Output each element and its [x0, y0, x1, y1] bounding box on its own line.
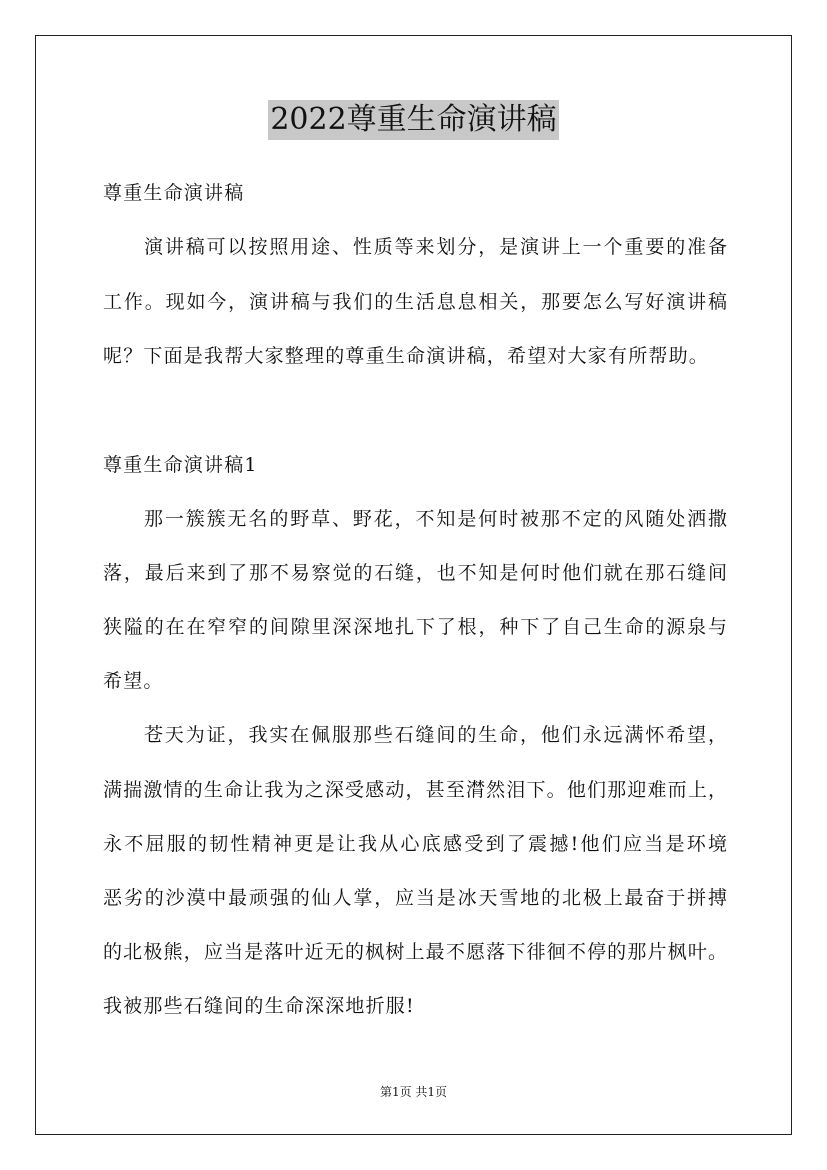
document-subtitle: 尊重生命演讲稿 [103, 182, 245, 204]
paragraph-line: 希望。 [103, 670, 164, 692]
title-container [0, 100, 827, 140]
paragraph-line: 苍天为证，我实在佩服那些石缝间的生命，他们永远满怀希望， [144, 724, 727, 746]
paragraph-line: 的北极熊，应当是落叶近无的枫树上最不愿落下徘徊不停的那片枫叶。 [103, 941, 727, 963]
document-title: 2022尊重生命演讲稿 [268, 100, 558, 140]
paragraph-line: 永不屈服的韧性精神更是让我从心底感受到了震撼!他们应当是环境 [103, 833, 727, 855]
paragraph-line: 我被那些石缝间的生命深深地折服! [103, 995, 415, 1017]
intro-line: 演讲稿可以按照用途、性质等来划分，是演讲上一个重要的准备 [144, 236, 727, 258]
paragraph-line: 那一簇簇无名的野草、野花，不知是何时被那不定的风随处洒撒 [144, 508, 727, 530]
paragraph-line: 满揣激情的生命让我为之深受感动，甚至潸然泪下。他们那迎难而上， [103, 779, 727, 801]
intro-line: 工作。现如今，演讲稿与我们的生活息息相关，那要怎么写好演讲稿 [103, 291, 727, 313]
section-heading: 尊重生命演讲稿1 [103, 454, 258, 476]
paragraph-line: 落，最后来到了那不易察觉的石缝，也不知是何时他们就在那石缝间 [103, 562, 727, 584]
paragraph-line: 狭隘的在在窄窄的间隙里深深地扎下了根，种下了自己生命的源泉与 [103, 616, 727, 638]
page-footer: 第1页 共1页 [379, 1085, 448, 1099]
paragraph-line: 恶劣的沙漠中最顽强的仙人掌，应当是冰天雪地的北极上最奋于拼搏 [103, 887, 727, 909]
intro-line: 呢？下面是我帮大家整理的尊重生命演讲稿，希望对大家有所帮助。 [103, 345, 710, 367]
